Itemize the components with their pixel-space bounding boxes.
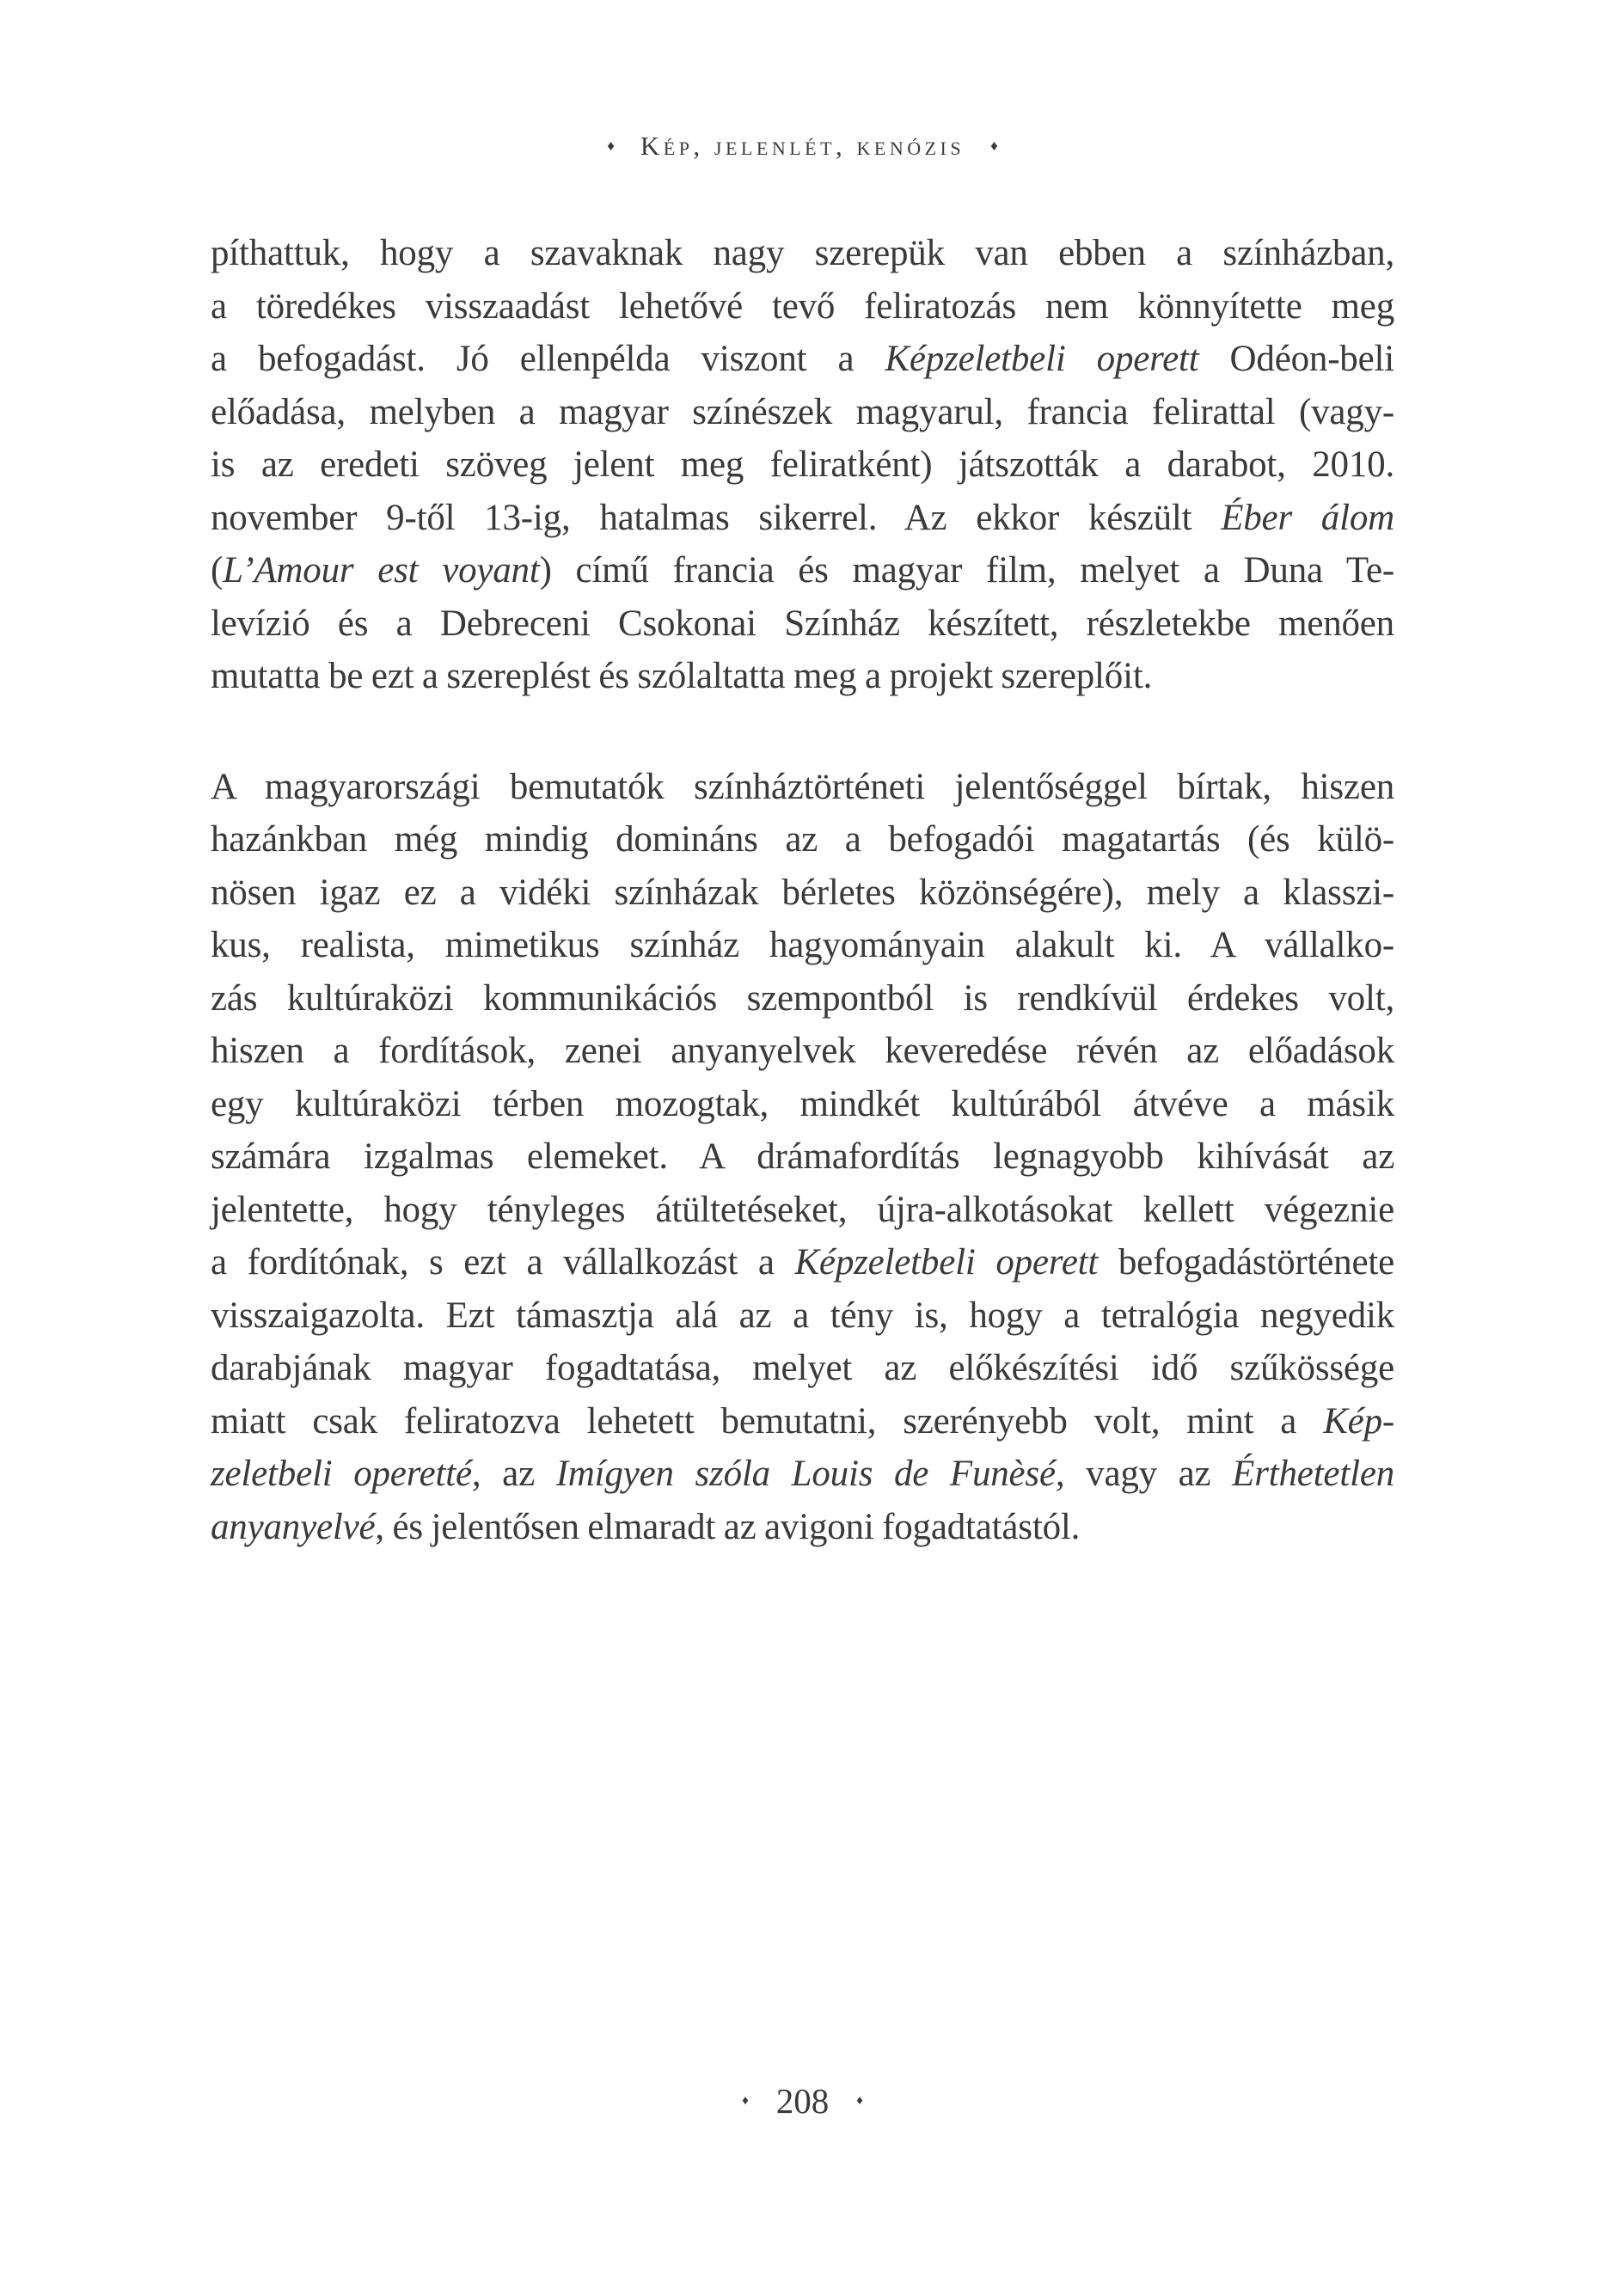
text-line: hazánkban még mindig domináns az a befogadói magatartás (és külö- <box>211 819 1394 860</box>
text-line: nösen igaz ez a vidéki színházak bérletes közönségére), mely a klasszi- <box>211 872 1394 913</box>
text-line: jelentette, hogy tényleges átültetéseket, újra-alkotásokat kellett végeznie <box>211 1189 1394 1230</box>
page-number: 208 <box>775 2081 830 2121</box>
paragraph <box>211 761 1394 1554</box>
text-line: előadása, melyben a magyar színészek magyarul, francia felirattal (vagy- <box>211 391 1394 432</box>
text-line: november 9-től 13-ig, hatalmas sikerrel. Az ekkor készült Éber álom <box>211 497 1394 538</box>
diamond-ornament-icon: ♦ <box>742 2093 749 2108</box>
page-footer <box>211 2080 1394 2122</box>
running-head <box>211 129 1394 163</box>
text-line: számára izgalmas elemeket. A drámafordítás legnagyobb kihívását az <box>211 1136 1394 1177</box>
text-line: a fordítónak, s ezt a vállalkozást a Képzeletbeli operett befogadástörténete <box>211 1242 1394 1283</box>
diamond-ornament-icon: ♦ <box>607 137 615 154</box>
text-line: mutatta be ezt a szereplést és szólaltatta meg a projekt szereplőit. <box>211 656 1153 696</box>
text-line: darabjának magyar fogadtatása, melyet az előkészítési idő szűkössége <box>211 1348 1394 1388</box>
paragraph <box>211 227 1394 703</box>
text-line: a befogadást. Jó ellenpélda viszont a Képzeletbeli operett Odéon-beli <box>211 339 1394 379</box>
text-line: píthattuk, hogy a szavaknak nagy szerepük van ebben a színházban, <box>211 233 1394 273</box>
text-line: is az eredeti szöveg jelent meg feliratként) játszották a darabot, 2010. <box>211 444 1394 485</box>
text-line: miatt csak feliratozva lehetett bemutatni, szerényebb volt, mint a Kép- <box>211 1400 1394 1442</box>
running-head-title: Kép, jelenlét, kenózis <box>640 131 965 161</box>
text-line: (L’Amour est voyant) című francia és magyar film, melyet a Duna Te- <box>211 550 1394 591</box>
diamond-ornament-icon: ♦ <box>856 2093 863 2108</box>
text-line: a töredékes visszaadást lehetővé tevő feliratozás nem könnyítette meg <box>211 285 1394 327</box>
text-line: levízió és a Debreceni Csokonai Színház készített, részletekbe menően <box>211 603 1394 644</box>
text-line: egy kultúraközi térben mozogtak, mindkét kultúrából átvéve a másik <box>211 1083 1394 1124</box>
text-line: hiszen a fordítások, zenei anyanyelvek keveredése révén az előadások <box>211 1031 1394 1071</box>
body-text <box>211 227 1394 1553</box>
diamond-ornament-icon: ♦ <box>990 137 998 154</box>
text-line: zeletbeli operetté, az Imígyen szóla Louis de Funèsé, vagy az Érthetetlen <box>211 1454 1394 1494</box>
text-line: anyanyelvé, és jelentősen elmaradt az avigoni fogadtatástól. <box>211 1506 1081 1547</box>
text-line: A magyarországi bemutatók színháztörténeti jelentőséggel bírtak, hiszen <box>211 766 1394 807</box>
text-line: zás kultúraközi kommunikációs szempontból is rendkívül érdekes volt, <box>211 977 1394 1019</box>
text-line: visszaigazolta. Ezt támasztja alá az a tény is, hogy a tetralógia negyedik <box>211 1295 1394 1336</box>
text-line: kus, realista, mimetikus színház hagyományain alakult ki. A vállalko- <box>211 925 1394 965</box>
